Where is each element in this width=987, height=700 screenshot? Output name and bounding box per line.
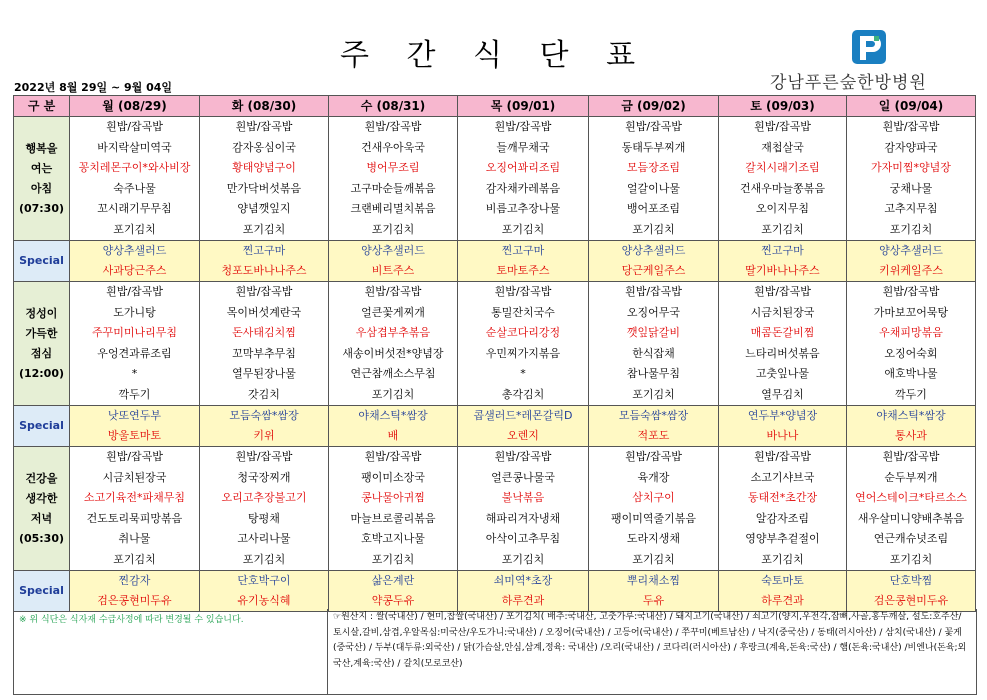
menu-item: 해파리겨자냉채 <box>485 511 561 525</box>
menu-item: 참나물무침 <box>626 367 681 380</box>
menu-item: 얼큰꽃게찌개 <box>361 305 425 319</box>
menu-item: 갓김치 <box>248 387 280 401</box>
date-range: 2022년 8월 29일 ~ 9월 04일 <box>14 81 173 94</box>
header-day: 금 (09/02) <box>589 96 719 117</box>
special-drink: 키위케일주스 <box>879 264 943 277</box>
special-cell <box>589 406 719 447</box>
menu-cell <box>458 282 589 406</box>
menu-item: 매콤돈갈비찜 <box>750 326 815 339</box>
menu-item: 흰밥/잡곡밥 <box>882 450 940 463</box>
special-item: 찐고구마 <box>761 244 804 257</box>
menu-item: 순두부찌개 <box>884 470 938 484</box>
menu-item: 바지락살미역국 <box>97 140 172 154</box>
special-item: 양상추샐러드 <box>102 244 167 257</box>
menu-item: 순살코다리강정 <box>485 326 561 339</box>
meal-label <box>14 447 70 571</box>
special-drink: 당근케일주스 <box>621 264 686 277</box>
special-item: 삶은계란 <box>371 574 415 587</box>
menu-item: 동태전*초간장 <box>747 491 818 504</box>
header-day: 월 (08/29) <box>70 96 200 117</box>
menu-item: 한식잡채 <box>632 346 675 360</box>
header-day: 일 (09/04) <box>847 96 976 117</box>
special-item: 야채스틱*쌈장 <box>358 409 428 422</box>
menu-cell <box>329 447 458 571</box>
special-drink: 두유 <box>642 594 665 607</box>
meal-label-line: 건강을 <box>25 471 58 485</box>
special-label: Special <box>14 241 70 282</box>
meal-row <box>14 447 976 571</box>
menu-item: 포기김치 <box>632 552 675 566</box>
meal-label-line: 생각한 <box>25 491 58 505</box>
menu-item: 아삭이고추무침 <box>485 532 561 545</box>
menu-item: 포기김치 <box>242 222 286 236</box>
menu-item: 콩나물아귀찜 <box>361 491 425 504</box>
menu-cell <box>589 117 719 241</box>
special-row <box>14 571 976 612</box>
menu-item: 목이버섯계란국 <box>226 305 302 319</box>
special-drink: 배 <box>387 429 399 442</box>
special-drink: 적포도 <box>637 429 670 442</box>
menu-item: 고구마순들깨볶음 <box>350 181 436 195</box>
menu-item: 모듬장조림 <box>626 161 681 174</box>
menu-cell <box>70 117 200 241</box>
special-drink: 유기농식혜 <box>237 594 291 607</box>
meal-label-line: (05:30) <box>18 531 65 545</box>
menu-item: 병어무조림 <box>366 161 420 174</box>
menu-item: 우채피망볶음 <box>879 326 943 339</box>
special-drink: 검은콩현미두유 <box>97 594 172 607</box>
menu-item: 흰밥/잡곡밥 <box>106 450 163 463</box>
menu-cell <box>458 117 589 241</box>
special-item: 야채스틱*쌈장 <box>876 409 946 422</box>
menu-item: 흰밥/잡곡밥 <box>754 285 811 298</box>
menu-item: 깍두기 <box>118 387 151 401</box>
menu-cell <box>200 282 329 406</box>
menu-item: 흰밥/잡곡밥 <box>494 285 552 298</box>
menu-item: 흰밥/잡곡밥 <box>882 120 940 133</box>
menu-item: 흰밥/잡곡밥 <box>235 450 293 463</box>
menu-item: 오리고추장불고기 <box>221 491 307 504</box>
menu-item: 포기김치 <box>113 222 156 236</box>
menu-item: 양념깻잎지 <box>237 202 291 215</box>
header-day: 수 (08/31) <box>329 96 458 117</box>
menu-item: 청국장찌개 <box>237 470 291 484</box>
menu-item: 건새우마늘쫑볶음 <box>739 181 825 195</box>
special-drink: 검은콩현미두유 <box>873 594 949 607</box>
menu-item: * <box>131 367 138 380</box>
menu-item: 우민찌가지볶음 <box>485 346 561 360</box>
special-cell <box>329 241 458 282</box>
menu-item: 건도토리묵피망볶음 <box>86 511 183 525</box>
menu-cell <box>200 447 329 571</box>
origin-info: ☞원산지 : 쌀(국내산) / 현미,찹쌀(국내산) / 포기김치( 배추:국내산, 고춧가루:국내산) / 돼지고기(국내산) / 쇠고기(양지,우전각,잡뼈,사골,홍두깨살, 설도:호주산/토시살,갈비,삼겹,우알목심:미국산/우도가니:국내산) / 오징어(국내산) / 고등어(국내산) / 쭈꾸미(베트남산) / 낙지(중국산) / 동태(러시아산) / 삼치(국내산) / 꽃게(중국산) / 두부(대두류:외국산) / 닭(가슴살,안심,삼계,정육: 국내산) /오리(국내산) / 코다리(러시아산) / 후랑크(계육,돈육:국산) / 햄(돈육:국내산) /비엔나(돈육;외국산,계육:국산) / 갈치(모로코산) <box>333 612 967 669</box>
menu-cell <box>329 117 458 241</box>
menu-item: 들깨무채국 <box>496 140 550 154</box>
menu-item: 감자양파국 <box>884 140 938 154</box>
menu-item: 흰밥/잡곡밥 <box>364 285 422 298</box>
menu-item: 만가닥버섯볶음 <box>226 181 302 195</box>
menu-item: 연어스테이크*타르소스 <box>855 491 967 504</box>
menu-item: 흰밥/잡곡밥 <box>106 285 163 298</box>
menu-item: 감자채카레볶음 <box>485 181 561 195</box>
menu-item: 통밀잔치국수 <box>491 305 555 319</box>
menu-item: 오이지무침 <box>755 202 810 215</box>
special-item: 단호박구이 <box>237 574 291 587</box>
menu-item: 포기김치 <box>371 552 415 566</box>
menu-item: 포기김치 <box>242 552 286 566</box>
menu-item: 궁채나물 <box>889 181 933 195</box>
special-row <box>14 406 976 447</box>
menu-item: 포기김치 <box>889 552 933 566</box>
header-corner: 구 분 <box>14 96 70 117</box>
menu-item: 포기김치 <box>371 387 415 401</box>
special-cell <box>458 241 589 282</box>
menu-item: 육개장 <box>637 470 670 484</box>
menu-item: 꽁치레몬구이*와사비장 <box>78 161 191 174</box>
special-item: 뿌리채소찜 <box>626 574 681 587</box>
menu-item: 흰밥/잡곡밥 <box>754 450 811 463</box>
menu-item: 우엉견과류조림 <box>97 346 172 360</box>
menu-item: 탕평채 <box>248 511 280 525</box>
menu-item: 흰밥/잡곡밥 <box>494 450 552 463</box>
special-drink: 토마토주스 <box>496 264 550 277</box>
menu-item: 호박고지나물 <box>361 532 425 545</box>
menu-item: 흰밥/잡곡밥 <box>754 120 811 133</box>
menu-item: 포기김치 <box>761 222 804 236</box>
menu-item: 흰밥/잡곡밥 <box>625 120 682 133</box>
menu-item: 포기김치 <box>501 552 545 566</box>
menu-item: 시금치된장국 <box>750 305 815 319</box>
hospital-name: 강남푸른숲한방병원 <box>770 73 927 93</box>
special-item: 낫또연두부 <box>107 409 162 422</box>
menu-cell <box>719 447 847 571</box>
menu-item: 영양부추겉절이 <box>745 532 820 545</box>
menu-item: 포기김치 <box>632 387 675 401</box>
menu-item: 고추지무침 <box>884 202 938 215</box>
meal-label <box>14 282 70 406</box>
menu-cell <box>200 117 329 241</box>
menu-cell <box>589 447 719 571</box>
meal-label-line: 정성이 <box>25 306 58 320</box>
special-item: 콥샐러드*레몬갈릭D <box>473 409 573 422</box>
menu-cell <box>70 282 200 406</box>
meal-label <box>14 117 70 241</box>
special-cell <box>70 241 200 282</box>
hospital-logo-icon <box>850 28 888 66</box>
menu-item: 새송이버섯전*양념장 <box>342 346 444 360</box>
menu-item: 동태두부찌개 <box>621 140 686 154</box>
meal-label-line: 행복을 <box>25 141 58 155</box>
menu-item: 열무김치 <box>761 387 804 401</box>
menu-item: 얼큰콩나물국 <box>491 470 555 484</box>
special-cell <box>847 241 976 282</box>
menu-cell <box>847 282 976 406</box>
menu-item: 깍두기 <box>895 387 927 401</box>
weekly-menu-table <box>13 95 976 612</box>
special-cell <box>847 406 976 447</box>
menu-item: 소고기샤브국 <box>750 470 815 484</box>
menu-item: 흰밥/잡곡밥 <box>106 120 163 133</box>
menu-item: 흰밥/잡곡밥 <box>625 450 682 463</box>
special-cell <box>200 571 329 612</box>
header-row <box>14 96 976 117</box>
header-day: 목 (09/01) <box>458 96 589 117</box>
meal-label-line: 여는 <box>30 161 53 175</box>
meal-label-line: 점심 <box>30 346 53 360</box>
special-cell <box>719 406 847 447</box>
special-item: 쇠미역*초장 <box>493 574 553 587</box>
menu-item: 흰밥/잡곡밥 <box>882 285 940 298</box>
special-cell <box>329 406 458 447</box>
menu-item: 포기김치 <box>761 552 804 566</box>
menu-item: 황태양념구이 <box>232 161 296 174</box>
menu-item: 열무된장나물 <box>232 367 296 380</box>
footer <box>13 609 977 695</box>
special-item: 연두부*양념장 <box>747 409 818 422</box>
special-drink: 키위 <box>253 429 275 442</box>
meal-label-line: (07:30) <box>18 201 65 215</box>
special-cell <box>719 241 847 282</box>
header-day: 토 (09/03) <box>719 96 847 117</box>
menu-cell <box>847 117 976 241</box>
menu-cell <box>719 282 847 406</box>
menu-cell <box>847 447 976 571</box>
special-item: 찐고구마 <box>501 244 545 257</box>
menu-item: 주꾸미미나리무침 <box>91 326 177 339</box>
menu-item: 고춧잎나물 <box>755 367 810 380</box>
special-drink: 하루견과 <box>501 594 545 607</box>
special-cell <box>329 571 458 612</box>
special-drink: 바나나 <box>766 429 799 442</box>
menu-item: 불낙볶음 <box>501 491 545 504</box>
menu-item: 흰밥/잡곡밥 <box>364 450 422 463</box>
special-drink: 약콩두유 <box>371 594 415 607</box>
special-cell <box>70 571 200 612</box>
special-cell <box>200 241 329 282</box>
footer-note: ※ 위 식단은 식자재 수급사정에 따라 변경될 수 있습니다. <box>14 609 328 694</box>
menu-item: 깻잎닭갈비 <box>626 326 681 339</box>
menu-item: 뱅어포조림 <box>626 202 681 215</box>
menu-cell <box>329 282 458 406</box>
menu-item: 도라지생채 <box>626 532 681 545</box>
meal-label-line: (12:00) <box>18 366 65 380</box>
menu-cell <box>458 447 589 571</box>
menu-item: * <box>520 367 526 380</box>
menu-cell <box>70 447 200 571</box>
menu-item: 포기김치 <box>501 222 545 236</box>
special-drink: 통사과 <box>895 429 927 442</box>
menu-item: 흰밥/잡곡밥 <box>235 120 293 133</box>
menu-item: 재첩살국 <box>761 140 804 154</box>
menu-item: 고사리나물 <box>237 532 291 545</box>
meal-row <box>14 282 976 406</box>
menu-cell <box>589 282 719 406</box>
menu-cell <box>719 117 847 241</box>
menu-item: 알감자조림 <box>755 511 810 525</box>
menu-item: 우삼겹부추볶음 <box>355 326 431 339</box>
special-item: 양상추샐러드 <box>879 244 943 257</box>
special-cell <box>200 406 329 447</box>
header-day: 화 (08/30) <box>200 96 329 117</box>
special-drink: 오렌지 <box>507 429 539 442</box>
menu-item: 팽이미소장국 <box>361 470 425 484</box>
meal-label-line: 저녁 <box>30 511 53 525</box>
menu-item: 비름고추장나물 <box>485 202 561 215</box>
menu-item: 새우살미니양배추볶음 <box>857 511 965 525</box>
special-item: 모듬숙쌈*쌈장 <box>229 409 299 422</box>
special-item: 찐감자 <box>118 574 151 587</box>
menu-item: 포기김치 <box>889 222 933 236</box>
special-cell <box>589 241 719 282</box>
special-item: 찐고구마 <box>242 244 286 257</box>
menu-item: 도가니탕 <box>113 305 156 319</box>
menu-item: 포기김치 <box>371 222 415 236</box>
menu-item: 크랜베리멸치볶음 <box>350 202 436 215</box>
special-cell <box>458 571 589 612</box>
menu-item: 숙주나물 <box>113 181 156 195</box>
menu-item: 소고기육전*파채무침 <box>83 491 186 504</box>
special-item: 숙토마토 <box>761 574 804 587</box>
menu-item: 취나물 <box>118 532 151 545</box>
menu-item: 삼치구이 <box>632 491 675 504</box>
menu-item: 건새우아욱국 <box>361 140 425 154</box>
menu-item: 갈치시래기조림 <box>745 161 820 174</box>
menu-item: 오징어숙회 <box>884 346 938 360</box>
menu-item: 돈사태김치찜 <box>232 326 296 339</box>
special-label: Special <box>14 571 70 612</box>
menu-item: 흰밥/잡곡밥 <box>364 120 422 133</box>
special-drink: 비트주스 <box>371 264 415 277</box>
menu-item: 시금치된장국 <box>102 470 167 484</box>
special-cell <box>458 406 589 447</box>
menu-item: 흰밥/잡곡밥 <box>235 285 293 298</box>
menu-item: 팽이미역줄기볶음 <box>610 511 696 525</box>
special-cell <box>847 571 976 612</box>
special-item: 모듬숙쌈*쌈장 <box>618 409 689 422</box>
menu-item: 꼬시래기무무침 <box>97 202 172 215</box>
menu-item: 연근캐슈넛조림 <box>873 532 949 545</box>
special-cell <box>70 406 200 447</box>
special-label: Special <box>14 406 70 447</box>
menu-item: 얼갈이나물 <box>626 181 681 195</box>
special-drink: 청포도바나나주스 <box>221 264 307 277</box>
meal-label-line: 가득한 <box>25 326 58 340</box>
menu-item: 총각김치 <box>501 387 545 401</box>
meal-label-line: 아침 <box>30 181 53 195</box>
menu-item: 오징어무국 <box>626 305 681 319</box>
menu-item: 애호박나물 <box>884 367 938 380</box>
menu-item: 감자옹심이국 <box>232 140 296 154</box>
menu-item: 흰밥/잡곡밥 <box>494 120 552 133</box>
page-title: 주 간 식 단 표 <box>340 38 650 73</box>
special-drink: 사과당근주스 <box>102 264 167 277</box>
special-item: 양상추샐러드 <box>621 244 686 257</box>
special-item: 양상추샐러드 <box>361 244 425 257</box>
special-drink: 하루견과 <box>761 594 804 607</box>
special-drink: 방울토마토 <box>107 429 162 442</box>
menu-item: 오징어꽈리조림 <box>485 161 561 174</box>
menu-item: 연근참깨소스무침 <box>350 367 436 380</box>
menu-item: 가마보꼬어묵탕 <box>873 305 949 319</box>
special-cell <box>719 571 847 612</box>
menu-item: 포기김치 <box>632 222 675 236</box>
special-cell <box>589 571 719 612</box>
special-item: 단호박찜 <box>889 574 933 587</box>
menu-item: 포기김치 <box>113 552 156 566</box>
menu-item: 꼬막부추무침 <box>232 346 296 360</box>
special-drink: 딸기바나나주스 <box>745 264 820 277</box>
menu-item: 마늘브로콜리볶음 <box>350 511 436 525</box>
special-row <box>14 241 976 282</box>
meal-row <box>14 117 976 241</box>
menu-item: 흰밥/잡곡밥 <box>625 285 682 298</box>
menu-item: 가자미찜*양념장 <box>871 161 951 174</box>
menu-item: 느타리버섯볶음 <box>745 346 820 360</box>
